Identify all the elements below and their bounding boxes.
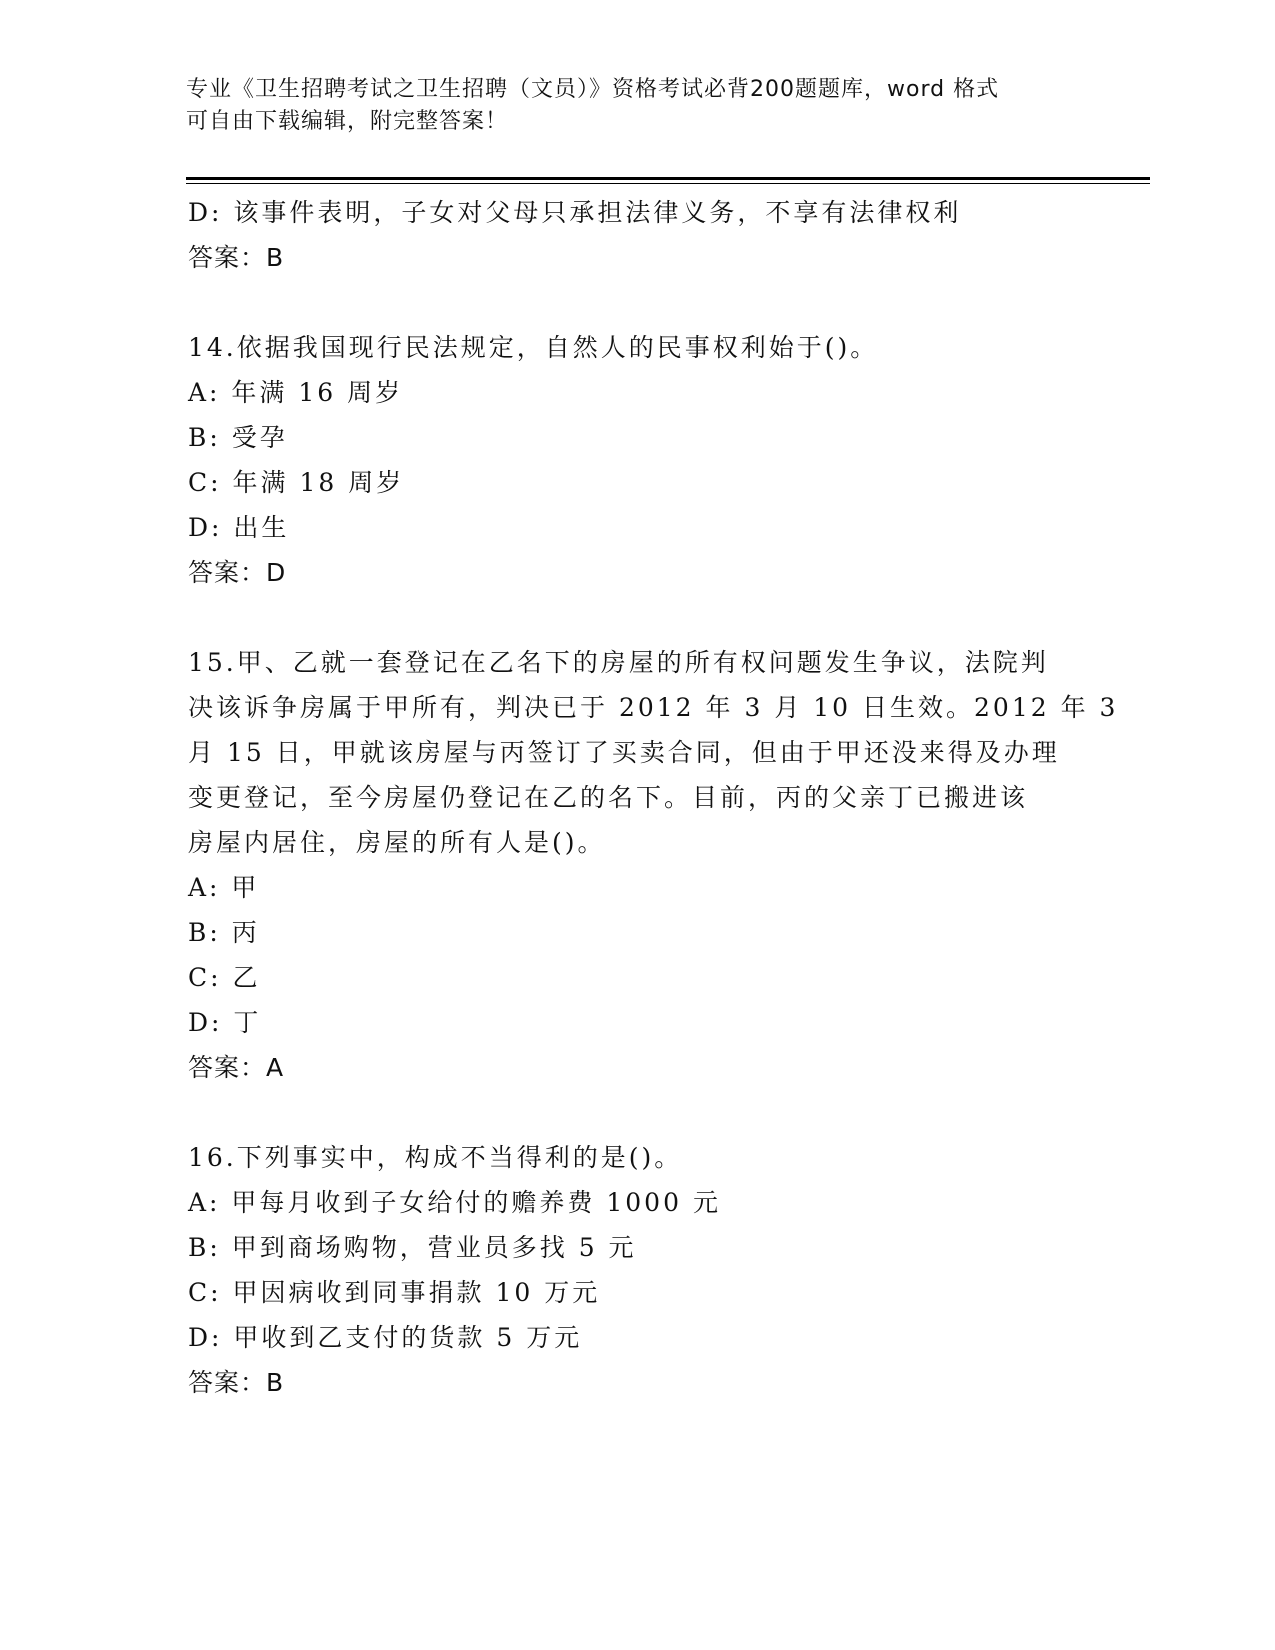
option-c: C: 甲因病收到同事捐款 10 万元 — [188, 1278, 601, 1307]
question-14 — [188, 325, 1088, 595]
header-line-1: 专业《卫生招聘考试之卫生招聘（文员）》资格考试必背200题题库，word 格式 — [186, 77, 1000, 102]
option-a: A: 年满 16 周岁 — [188, 378, 404, 407]
option-c: C: 乙 — [188, 963, 261, 992]
option-b: B: 受孕 — [188, 423, 288, 452]
question-text: 15.甲、乙就一套登记在乙名下的房屋的所有权问题发生争议，法院判 — [188, 648, 1049, 677]
question-text: 14.依据我国现行民法规定，自然人的民事权利始于()。 — [188, 333, 879, 362]
option-a: A: 甲每月收到子女给付的赡养费 1000 元 — [188, 1188, 721, 1217]
option-a: A: 甲 — [188, 873, 260, 902]
header-rule-thick — [186, 177, 1150, 180]
option-d: D: 出生 — [188, 513, 290, 542]
option-b: B: 丙 — [188, 918, 260, 947]
answer-line: 答案：A — [188, 1053, 285, 1082]
header-rule-thin — [186, 183, 1150, 184]
question-text: 变更登记，至今房屋仍登记在乙的名下。目前，丙的父亲丁已搬进该 — [188, 783, 1029, 812]
option-d: D: 丁 — [188, 1008, 262, 1037]
document-body — [188, 190, 1119, 1405]
answer-line: 答案：B — [188, 1368, 285, 1397]
option-d: D: 该事件表明，子女对父母只承担法律义务，不享有法律权利 — [188, 198, 962, 227]
answer-line: 答案：D — [188, 558, 287, 587]
question-16 — [188, 1135, 1088, 1405]
option-b: B: 甲到商场购物，营业员多找 5 元 — [188, 1233, 637, 1262]
previous-question-tail — [188, 190, 1088, 280]
document-header — [186, 74, 1086, 138]
question-text: 16.下列事实中，构成不当得利的是()。 — [188, 1143, 683, 1172]
answer-line: 答案：B — [188, 243, 285, 272]
header-line-2: 可自由下载编辑，附完整答案！ — [186, 109, 509, 134]
option-c: C: 年满 18 周岁 — [188, 468, 405, 497]
question-text: 房屋内居住，房屋的所有人是()。 — [188, 828, 606, 857]
question-text: 决该诉争房属于甲所有，判决已于 2012 年 3 月 10 日生效。2012 年 3 — [188, 693, 1119, 722]
question-text: 月 15 日，甲就该房屋与丙签订了买卖合同，但由于甲还没来得及办理 — [188, 738, 1060, 767]
question-15 — [188, 640, 1119, 1090]
option-d: D: 甲收到乙支付的货款 5 万元 — [188, 1323, 583, 1352]
